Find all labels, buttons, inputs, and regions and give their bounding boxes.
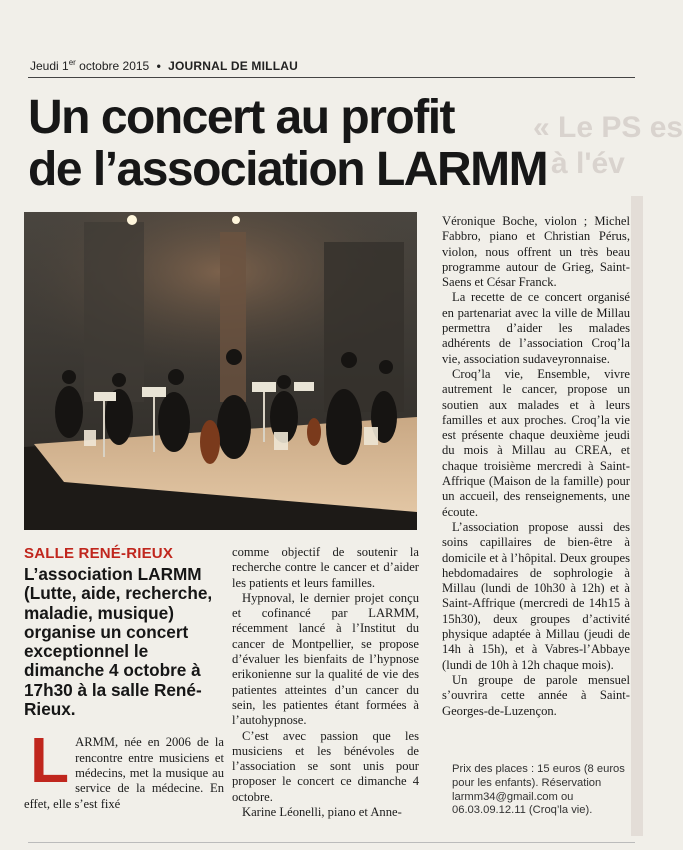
- footer-rule: [28, 842, 635, 843]
- header-rule: [28, 77, 635, 78]
- neighbor-line-2: à l'év: [551, 147, 625, 180]
- orchestra-illustration: [24, 212, 417, 530]
- paragraph-8: Un groupe de parole mensuel s’ouvrira cette année à Saint-Georges-de-Luzençon.: [442, 672, 630, 718]
- column-left: [24, 545, 224, 812]
- drop-cap: L: [30, 724, 70, 797]
- paragraph-7: L’association propose aussi des soins capillaires de bien-être à domicile et à l’hôpital. Deux groupes hebdomadaires de sophrologie à Millau (lundi de 10h30 à 12h) et à Saint-Affrique (mercredi de 14h15 à 15h30), deux groupes d’activité physique adaptée à Millau (jeudi de 14h à 15h), et à Vabres-l’Abbaye (lundi de 10h à 12h chaque mois).: [442, 519, 630, 672]
- headline-line-2: de l’association LARMM: [28, 143, 548, 196]
- paragraph-2: Hypnoval, le dernier projet conçu et cofinancé par LARMM, récemment lancé à l’Institut du cancer de Montpellier, se propose d’évaluer les bienfaits de l’hypnose erikonienne sur la qualité de vie des patientes atteintes d’un cancer du sein, les patientes étant formées à l’autohypnose.: [232, 590, 419, 728]
- dateline-separator: •: [156, 59, 161, 73]
- date-suffix: octobre 2015: [75, 59, 150, 73]
- paragraph-1-continued: comme objectif de soutenir la recherche contre le cancer et d’aider les patients et leurs familles.: [232, 545, 419, 590]
- neighbor-line-1: « Le PS es: [533, 111, 683, 144]
- paragraph-4-start: Karine Léonelli, piano et Anne-: [242, 805, 402, 820]
- journal-name: JOURNAL DE MILLAU: [168, 59, 298, 73]
- paragraph-5: La recette de ce concert organisé en partenariat avec la ville de Millau permettra d’aider les malades adhérents de l’association Croq’la vie, association sudaveyronnaise.: [442, 290, 630, 366]
- lede: L’association LARMM (Lutte, aide, recherche, maladie, musique) organise un concert exceptionnel le dimanche 4 octobre à 17h30 à la salle René-Rieux.: [24, 564, 213, 720]
- paragraph-6: Croq’la vie, Ensemble, vivre autrement le cancer, propose un soutien aux malades et à leurs familles et aux proches. Croq’la vie est présente chaque deuxième jeudi du mois à Millau au CREA, et chaque troisième mercredi à Saint-Affrique (Maison de la famille) pour un accueil, des renseignements, une écoute.: [442, 366, 630, 519]
- column-middle: [232, 545, 419, 820]
- ticket-info: Prix des places : 15 euros (8 euros pour les enfants). Réservation larmm34@gmail.com ou 06.03.09.12.11 (Croq’la vie).: [452, 763, 625, 817]
- concert-photo: [24, 212, 417, 530]
- paragraph-4-continued: Véronique Boche, violon ; Michel Fabbro, piano et Christian Pérus, violon, nous offrent un très beau programme autour de Grieg, Saint-Saens et César Franck.: [442, 214, 630, 290]
- neighbor-column-strip: [631, 196, 643, 836]
- headline: [28, 92, 588, 196]
- paragraph-3: C’est avec passion que les musiciens et les bénévoles de l’association se sont unis pour proposer le concert ce dimanche 4 octobre.: [232, 728, 419, 804]
- kicker: SALLE RENÉ-RIEUX: [24, 545, 174, 562]
- date-prefix: Jeudi 1: [30, 59, 69, 73]
- headline-line-1: Un concert au profit: [28, 91, 455, 144]
- dateline: [30, 58, 298, 73]
- paragraph-1-start: ARMM, née en 2006 de la rencontre entre musiciens et médecins, met la musique au service de la médecine. En effet, elle s’est fixé: [24, 735, 224, 811]
- column-right: [442, 214, 630, 719]
- body-start: [24, 724, 224, 811]
- date-superscript: er: [68, 58, 76, 67]
